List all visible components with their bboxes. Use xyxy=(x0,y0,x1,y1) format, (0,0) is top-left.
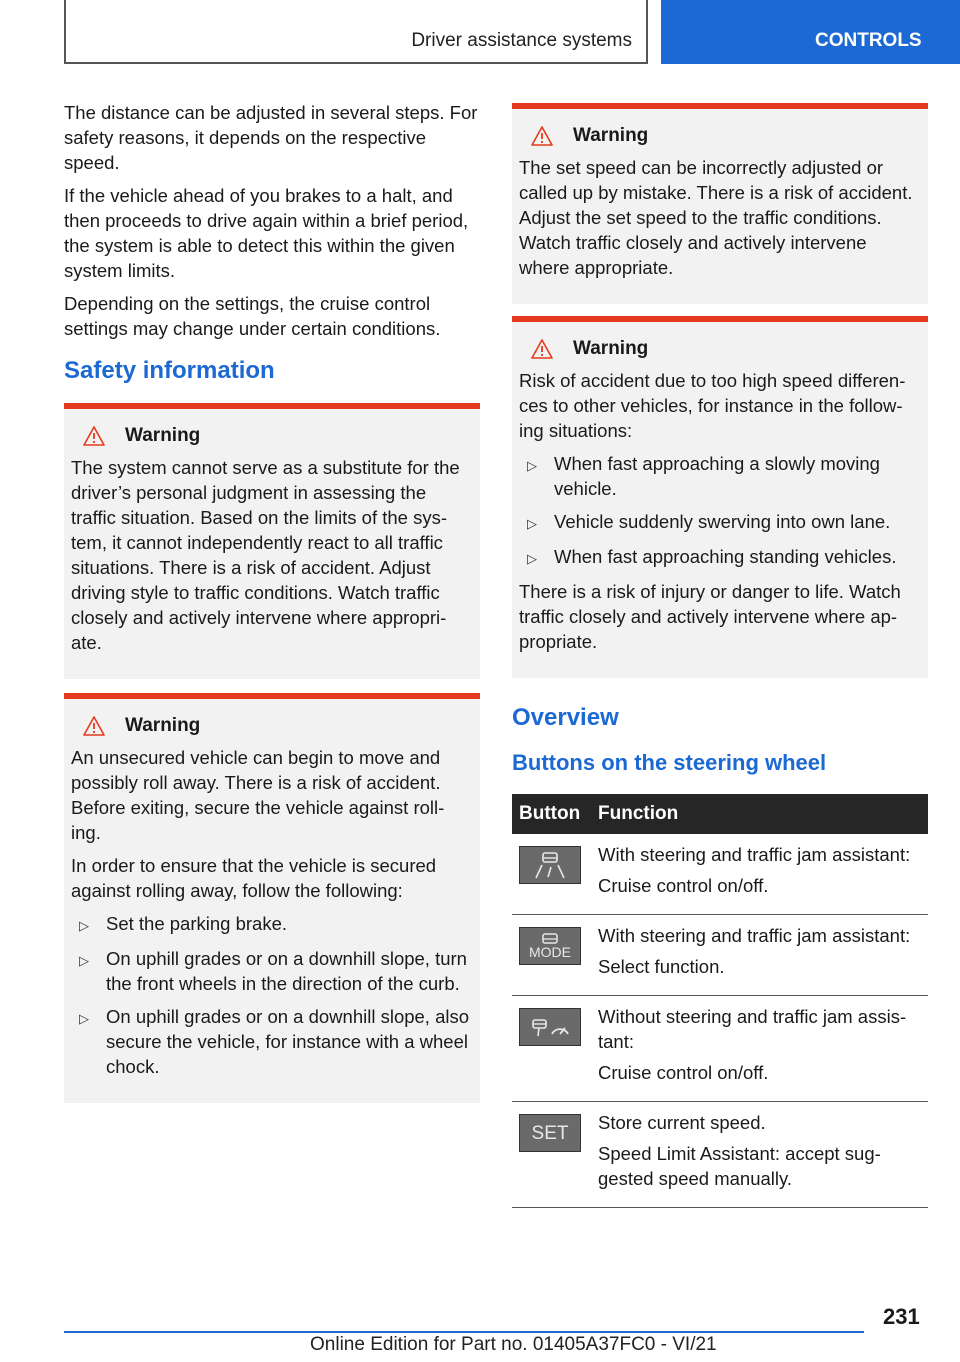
warning-text: The set speed can be incorrectly adjusted or called up by mistake. There is a risk of accident. Adjust the set speed to the traffic conditions. Watch traffic closely and actively intervene where appropriate. xyxy=(519,157,913,278)
list-item-text: On uphill grades or on a downhill slope, turn the front wheels in the direction of the curb. xyxy=(106,948,467,994)
set-button-icon xyxy=(519,1114,581,1152)
table-cell-function xyxy=(591,915,928,996)
footer-divider xyxy=(64,1331,864,1333)
list-item-text: On uphill grades or on a downhill slope, also secure the vehicle, for instance with a wheel chock. xyxy=(106,1006,470,1077)
function-text: With steering and traffic jam assistant: xyxy=(598,844,911,865)
footer-edition: Online Edition for Part no. 01405A37FC0 - VI/21 xyxy=(310,1334,717,1355)
list-item-text: When fast approaching standing vehicles. xyxy=(554,546,897,567)
table-row xyxy=(512,1102,928,1208)
triangle-bullet-icon: ▷ xyxy=(79,1011,89,1026)
triangle-bullet-icon: ▷ xyxy=(79,918,89,933)
warning-text: The system cannot serve as a substitute for the driver’s personal judgment in assessing the traffic situation. Based on the limits of the sys-tem, it cannot independently react to all traffic situations. There is a risk of accident. Adjust driving style to traffic conditions. Watch traffic closely and actively intervene where appropri-ate. xyxy=(71,457,460,653)
warning-text: Risk of accident due to too high speed differen-ces to other vehicles, for instance in the follow-ing situations: xyxy=(519,370,906,441)
left-column xyxy=(64,100,480,1115)
table-row xyxy=(512,915,928,996)
buttons-table xyxy=(512,794,928,1208)
table-cell-function xyxy=(591,834,928,915)
page-number: 231 xyxy=(883,1304,920,1329)
warning-title-text: Warning xyxy=(573,125,649,146)
table-cell-button xyxy=(512,996,591,1102)
warning-title xyxy=(519,125,922,147)
warning-text: An unsecured vehicle can begin to move and possibly roll away. There is a risk of accident. Before exiting, secure the vehicle against roll-ing. xyxy=(71,747,445,843)
table-header-function: Function xyxy=(591,794,928,834)
warning-box xyxy=(64,693,480,1103)
triangle-bullet-icon: ▷ xyxy=(79,953,89,968)
table-cell-function xyxy=(591,996,928,1102)
warning-triangle-icon xyxy=(531,126,553,146)
mode-button-icon xyxy=(519,927,581,965)
warning-triangle-icon xyxy=(531,339,553,359)
cruise-control-icon xyxy=(519,1008,581,1046)
warning-title xyxy=(71,715,474,737)
table-cell-button xyxy=(512,1102,591,1208)
list-item-text: Vehicle suddenly swerving into own lane. xyxy=(554,511,891,532)
warning-list xyxy=(71,911,474,1079)
warning-text: In order to ensure that the vehicle is secured against rolling away, follow the following: xyxy=(71,855,437,901)
triangle-bullet-icon: ▷ xyxy=(527,516,537,531)
button-label: SET xyxy=(531,1122,569,1144)
warning-list xyxy=(519,451,922,571)
warning-box xyxy=(512,103,928,304)
header-chapter-title: CONTROLS xyxy=(815,30,922,51)
safety-heading: Safety information xyxy=(64,357,275,384)
intro-paragraph: If the vehicle ahead of you brakes to a halt, and then proceeds to drive again within a brief period, the system is able to detect this within the given system limits. xyxy=(64,185,469,281)
steering-assistant-icon xyxy=(519,846,581,884)
right-column xyxy=(512,103,928,1208)
warning-title-text: Warning xyxy=(125,715,201,736)
warning-title-text: Warning xyxy=(125,425,201,446)
table-header-button: Button xyxy=(512,794,591,834)
warning-title xyxy=(71,425,474,447)
header-chapter-box xyxy=(661,0,960,64)
warning-text: There is a risk of injury or danger to life. Watch traffic closely and actively intervene where ap-propriate. xyxy=(519,581,901,652)
list-item xyxy=(527,509,922,536)
table-row xyxy=(512,834,928,915)
intro-paragraph: The distance can be adjusted in several steps. For safety reasons, it depends on the respective speed. xyxy=(64,102,478,173)
warning-triangle-icon xyxy=(83,426,105,446)
triangle-bullet-icon: ▷ xyxy=(527,551,537,566)
list-item-text: Set the parking brake. xyxy=(106,913,287,934)
intro-paragraph: Depending on the settings, the cruise control settings may change under certain conditions. xyxy=(64,293,441,339)
buttons-heading: Buttons on the steering wheel xyxy=(512,750,827,775)
warning-triangle-icon xyxy=(83,716,105,736)
table-cell-button xyxy=(512,834,591,915)
warning-title xyxy=(519,338,922,360)
function-text: Select function. xyxy=(598,956,725,977)
button-label: MODE xyxy=(529,944,571,960)
list-item xyxy=(79,946,474,996)
function-text: With steering and traffic jam assistant: xyxy=(598,925,911,946)
warning-box xyxy=(64,403,480,679)
function-text: Store current speed. xyxy=(598,1112,766,1133)
function-text: Cruise control on/off. xyxy=(598,875,769,896)
list-item-text: When fast approaching a slowly moving vehicle. xyxy=(554,453,880,499)
table-row xyxy=(512,996,928,1102)
function-text: Without steering and traffic jam assis-tant: xyxy=(598,1006,907,1052)
table-cell-function xyxy=(591,1102,928,1208)
table-cell-button xyxy=(512,915,591,996)
header-section-box xyxy=(64,0,648,64)
triangle-bullet-icon: ▷ xyxy=(527,458,537,473)
warning-title-text: Warning xyxy=(573,338,649,359)
list-item xyxy=(527,544,922,571)
table-header-row xyxy=(512,794,928,834)
list-item xyxy=(527,451,922,501)
function-text: Cruise control on/off. xyxy=(598,1062,769,1083)
function-text: Speed Limit Assistant: accept sug-gested speed manually. xyxy=(598,1143,881,1189)
header-section-title: Driver assistance systems xyxy=(411,30,632,51)
list-item xyxy=(79,1004,474,1079)
list-item xyxy=(79,911,474,938)
warning-box xyxy=(512,316,928,678)
overview-heading: Overview xyxy=(512,704,619,731)
